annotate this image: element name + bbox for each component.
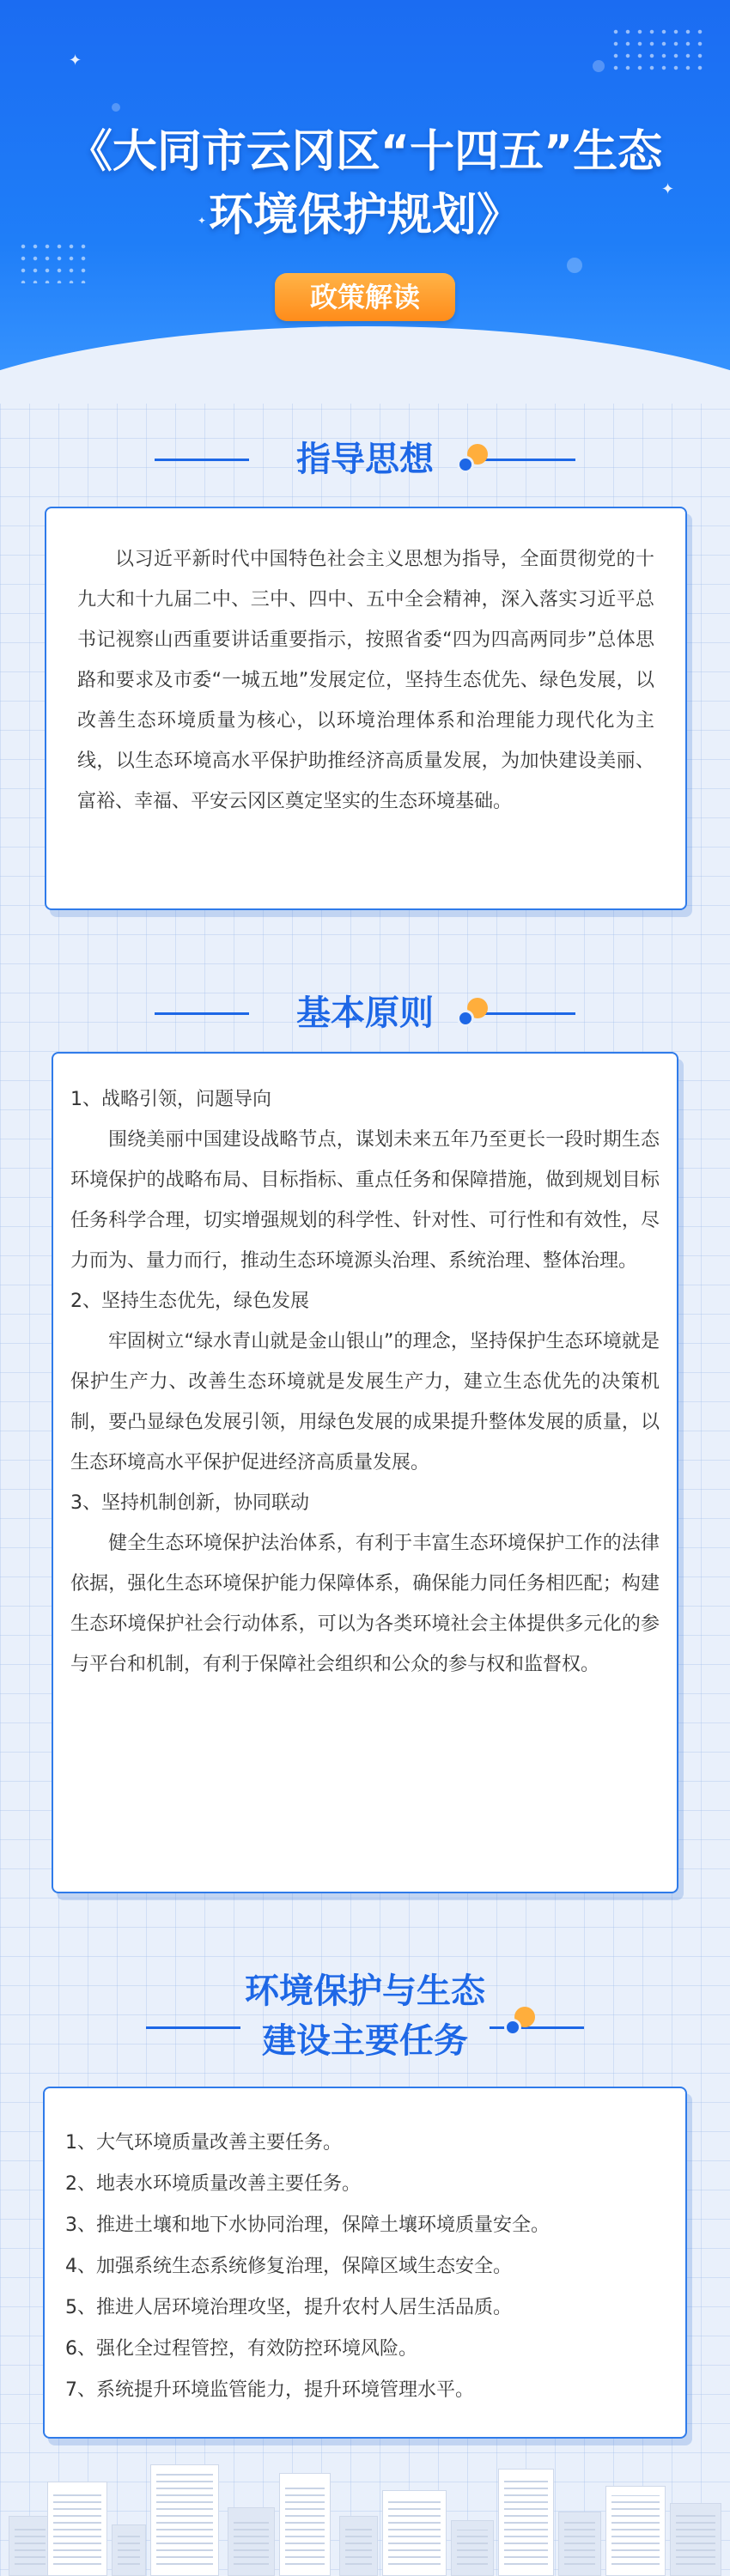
task-item: 7、系统提升环境监管能力，提升环境管理水平。 xyxy=(65,2379,474,2401)
section-title-line-2: 建设主要任务 xyxy=(262,2021,468,2061)
building-icon xyxy=(228,2507,275,2576)
building-icon xyxy=(279,2473,331,2576)
circles-decoration-icon xyxy=(502,2005,537,2039)
section-heading-principles xyxy=(0,979,730,1048)
principle-body-2: 牢固树立“绿水青山就是金山银山”的理念，坚持保护生态环境就是保护生产力、改善生态环境就是发展生产力，建立生态优先的决策机制，要凸显绿色发展引领，用绿色发展的成果提升整体发展的质量，以生态环境高水平保护促进经济高质量发展。 xyxy=(70,1331,660,1473)
sparkle-icon: ✦ xyxy=(198,215,207,227)
principle-title-3: 3、坚持机制创新，协同联动 xyxy=(70,1492,309,1514)
section-heading-tasks xyxy=(0,1966,730,2087)
task-item: 3、推进土壤和地下水协同治理，保障土壤环境质量安全。 xyxy=(65,2215,550,2236)
circles-decoration-icon xyxy=(455,442,490,477)
task-item: 5、推进人居环境治理攻坚，提升农村人居生活品质。 xyxy=(65,2297,512,2318)
principle-body-3: 健全生态环境保护法治体系，有利于丰富生态环境保护工作的法律依据，强化生态环境保护能力保障体系，确保能力同任务相匹配；构建生态环境保护社会行动体系，可以为各类环境社会主体提供多元化的参与平台和机制，有利于保障社会组织和公众的参与权和监督权。 xyxy=(70,1533,660,1675)
tasks-card xyxy=(43,2087,687,2439)
building-icon xyxy=(112,2524,146,2576)
building-icon xyxy=(498,2469,554,2576)
building-icon xyxy=(605,2486,666,2576)
task-item: 4、加强系统生态系统修复治理，保障区域生态安全。 xyxy=(65,2256,512,2277)
circles-decoration-icon xyxy=(455,996,490,1030)
principles-card xyxy=(52,1052,678,1893)
city-skyline-illustration xyxy=(0,2456,730,2576)
section-title: 基本原则 xyxy=(296,993,434,1033)
bubble-decoration xyxy=(112,103,120,112)
section-title: 指导思想 xyxy=(296,440,434,479)
building-icon xyxy=(382,2490,447,2576)
building-icon xyxy=(339,2516,378,2576)
bubble-decoration xyxy=(593,60,605,72)
building-icon xyxy=(9,2516,52,2576)
page-title xyxy=(0,120,730,247)
building-icon xyxy=(150,2464,219,2576)
section-title xyxy=(0,1966,730,2066)
building-icon xyxy=(47,2482,107,2576)
principle-title-2: 2、坚持生态优先，绿色发展 xyxy=(70,1291,309,1312)
guiding-paragraph: 以习近平新时代中国特色社会主义思想为指导，全面贯彻党的十九大和十九届二中、三中、四中、五中全会精神，深入落实习近平总书记视察山西重要讲话重要指示，按照省委“四为四高两同步”总体思路和要求及市委“一城五地”发展定位，坚持生态优先、绿色发展，以改善生态环境质量为核心，以环境治理体系和治理能力现代化为主线，以生态环境高水平保护助推经济高质量发展，为加快建设美丽、富裕、幸福、平安云冈区奠定坚实的生态环境基础。 xyxy=(77,549,654,812)
header-curve xyxy=(0,326,730,404)
header-banner xyxy=(0,0,730,404)
task-item: 1、大气环境质量改善主要任务。 xyxy=(65,2132,342,2154)
policy-interpretation-badge: 政策解读 xyxy=(275,273,455,321)
building-icon xyxy=(670,2503,721,2576)
dot-pattern-decoration xyxy=(610,26,704,77)
task-item: 6、强化全过程管控，有效防控环境风险。 xyxy=(65,2338,417,2360)
task-item: 2、地表水环境质量改善主要任务。 xyxy=(65,2173,361,2195)
page-title-line-1: 《大同市云冈区“十四五”生态 xyxy=(67,126,663,178)
sparkle-icon: ✦ xyxy=(661,180,675,198)
sparkle-icon: ✦ xyxy=(69,52,82,70)
principle-title-1: 1、战略引领，问题导向 xyxy=(70,1089,271,1110)
principle-body-1: 围绕美丽中国建设战略节点，谋划未来五年乃至更长一段时期生态环境保护的战略布局、目标指标、重点任务和保障措施，做到规划目标任务科学合理，切实增强规划的科学性、针对性、可行性和有效性，尽力而为、量力而行，推动生态环境源头治理、系统治理、整体治理。 xyxy=(70,1129,660,1272)
building-icon xyxy=(558,2512,601,2576)
section-heading-guiding xyxy=(0,425,730,494)
guiding-card xyxy=(45,507,687,910)
bubble-decoration xyxy=(567,258,582,273)
building-icon xyxy=(451,2520,494,2576)
page-title-line-2: 环境保护规划》 xyxy=(208,190,521,241)
section-title-line-1: 环境保护与生态 xyxy=(245,1971,485,2011)
